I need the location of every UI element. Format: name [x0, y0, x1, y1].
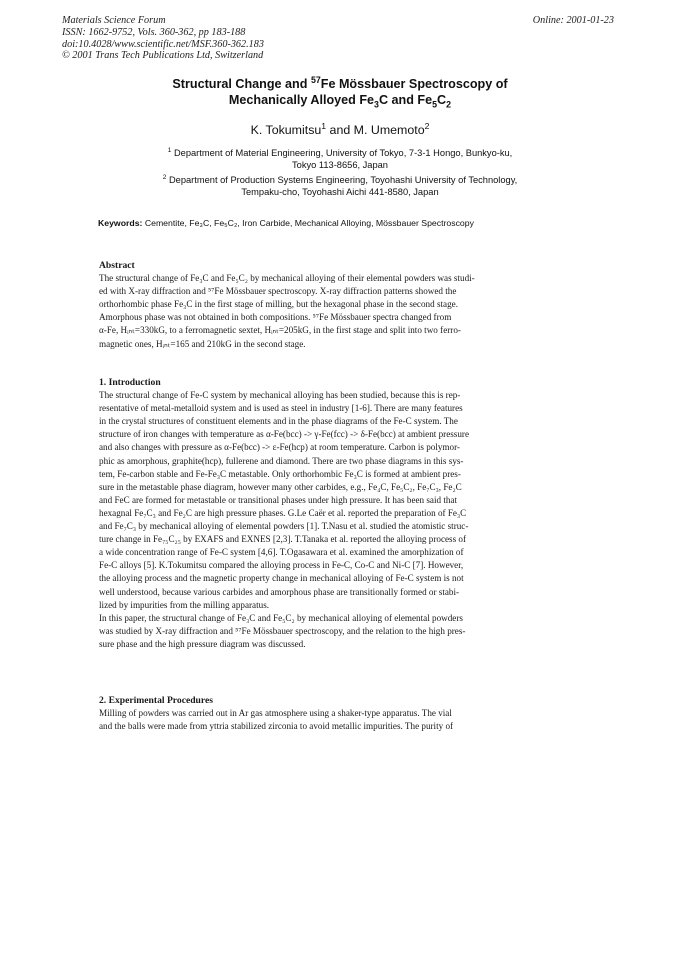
body-line: and Fe₇C₃ by mechanical alloying of elemental powders [1]. T.Nasu et al. studied the atomistic struc-: [99, 521, 469, 532]
doi-line[interactable]: doi:10.4028/www.scientific.net/MSF.360-362.183: [62, 38, 264, 50]
copyright-line: © 2001 Trans Tech Publications Ltd, Switzerland: [62, 50, 264, 62]
online-date: Online: 2001-01-23: [532, 15, 614, 26]
body-line: orthorhombic phase Fe₃C in the first stage of milling, but the hexagonal phase in the second stage.: [99, 299, 458, 310]
paper-title: [60, 76, 620, 108]
body-line: the alloying process and the magnetic property change in mechanical alloying of Fe-C system is not: [99, 573, 464, 584]
body-line: tem, Fe-carbon stable and Fe-Fe₃C metastable. Only orthorhombic Fe₃C is formed at ambient pres-: [99, 468, 461, 479]
body-line: The structural change of Fe-C system by mechanical alloying has been studied, because this is rep-: [99, 390, 461, 401]
authors: K. Tokumitsu$^1$ and M. Umemoto$^2$: [250, 120, 430, 137]
journal-name: Materials Science Forum: [62, 15, 166, 26]
body-line: was studied by X-ray diffraction and ⁵⁷Fe Mössbauer spectroscopy, and the relation to the high pres-: [99, 625, 466, 636]
abstract-section: [99, 259, 551, 351]
body-line: Milling of powders was carried out in Ar gas atmosphere using a shaker-type apparatus. The vial: [99, 708, 452, 719]
introduction-section: [99, 376, 551, 651]
body-line: sure phase and the high pressure diagram was discussed.: [99, 638, 306, 649]
body-line: a wide concentration range of Fe-C system [4,6]. T.Ogasawara et al. examined the amorphization of: [99, 547, 464, 558]
body-line: in the crystal structures of constituent elements and in the phase diagrams of the Fe-C system. The: [99, 416, 458, 427]
experimental-heading: 2. Experimental Procedures: [99, 695, 213, 706]
journal-header: [62, 15, 264, 62]
body-line: lized by impurities from the milling apparatus.: [99, 599, 270, 610]
affiliation-1: $^1$ Department of Material Engineering, University of Tokyo, 7-3-1 Hongo, Bunkyo-ku, Tokyo 113-8656, Japan: [167, 146, 513, 170]
body-line: structure of iron changes with temperature as α-Fe(bcc) -> γ-Fe(fcc) -> δ-Fe(bcc) at ambient pressure: [99, 429, 469, 440]
body-line: ture change in Fe₇₅C₂₅ by EXAFS and EXNES [2,3]. T.Tanaka et al. reported the alloying process of: [99, 534, 467, 545]
abstract-heading: Abstract: [99, 260, 135, 271]
body-line: sure in the metastable phase diagram, however many other carbides, e.g., Fe₄C, Fe₅C₂, Fe₇C₃, Fe₂C: [99, 481, 462, 492]
body-line: and the balls were made from yttria stabilized zirconia to avoid metallic impurities. The purity of: [99, 721, 454, 732]
body-line: hexagnal Fe₇C₃ and Fe₂C are high pressure phases. G.Le Caër et al. reported the preparation of Fe₃C: [99, 507, 467, 518]
introduction-heading: 1. Introduction: [99, 377, 161, 388]
body-line: α-Fe, Hᵢₙₜ=330kG, to a ferromagnetic sextet, Hᵢₙₜ=205kG, in the first stage and split into two ferro-: [99, 325, 461, 336]
body-line: well understood, because various carbides and amorphous phase are transitionally formed or stabi-: [99, 586, 460, 597]
issn-line: ISSN: 1662-9752, Vols. 360-362, pp 183-188: [62, 26, 246, 38]
affiliation-2: $^2$ Department of Production Systems Engineering, Toyohashi University of Technology, Tempaku-cho, Toyohashi Aichi 441-8580, Japan: [162, 173, 518, 197]
body-line: Amorphous phase was not obtained in both compositions. ⁵⁷Fe Mössbauer spectra changed from: [99, 312, 452, 323]
body-line: phic as amorphous, graphite(hcp), fullerene and diamond. There are two phase diagrams in this sys-: [99, 455, 464, 466]
title-line-2: Mechanically Alloyed $Fe_3C$ and $Fe_5C_2$: [228, 93, 452, 110]
title-line-1: Structural Change and $^{57}$Fe Mössbauer Spectroscopy of: [172, 74, 508, 91]
body-line: ed with X-ray diffraction and ⁵⁷Fe Mössbauer spectroscopy. X-ray diffraction patterns showed the: [99, 286, 457, 297]
body-line: and FeC are formed for metastable or transitional phases under high pressure. It has been said that: [99, 494, 458, 505]
keywords: [98, 218, 598, 228]
keywords-text: Cementite, Fe₃C, Fe₅C₂, Iron Carbide, Mechanical Alloying, Mössbauer Spectroscopy: [144, 218, 474, 228]
body-line: resentative of metal-metalloid system and is used as steel in industry [1-6]. There are many features: [99, 403, 463, 414]
body-line: In this paper, the structural change of Fe₃C and Fe₅C₂ by mechanical alloying of elemental powders: [99, 612, 463, 623]
body-line: The structural change of Fe₃C and Fe₅C₂ by mechanical alloying of their elemental powders was studi-: [99, 273, 475, 284]
body-line: magnetic ones, Hᵢₙₜ=165 and 210kG in the second stage.: [99, 338, 306, 349]
body-line: Fe-C alloys [5]. K.Tokumitsu compared the alloying process in Fe-C, Co-C and Ni-C [7]. However,: [99, 560, 464, 571]
body-line: and also changes with pressure as α-Fe(bcc) -> ε-Fe(hcp) at room temperature. Carbon is polymor-: [99, 442, 460, 453]
experimental-section: [99, 694, 551, 733]
keywords-label: Keywords:: [98, 218, 143, 228]
